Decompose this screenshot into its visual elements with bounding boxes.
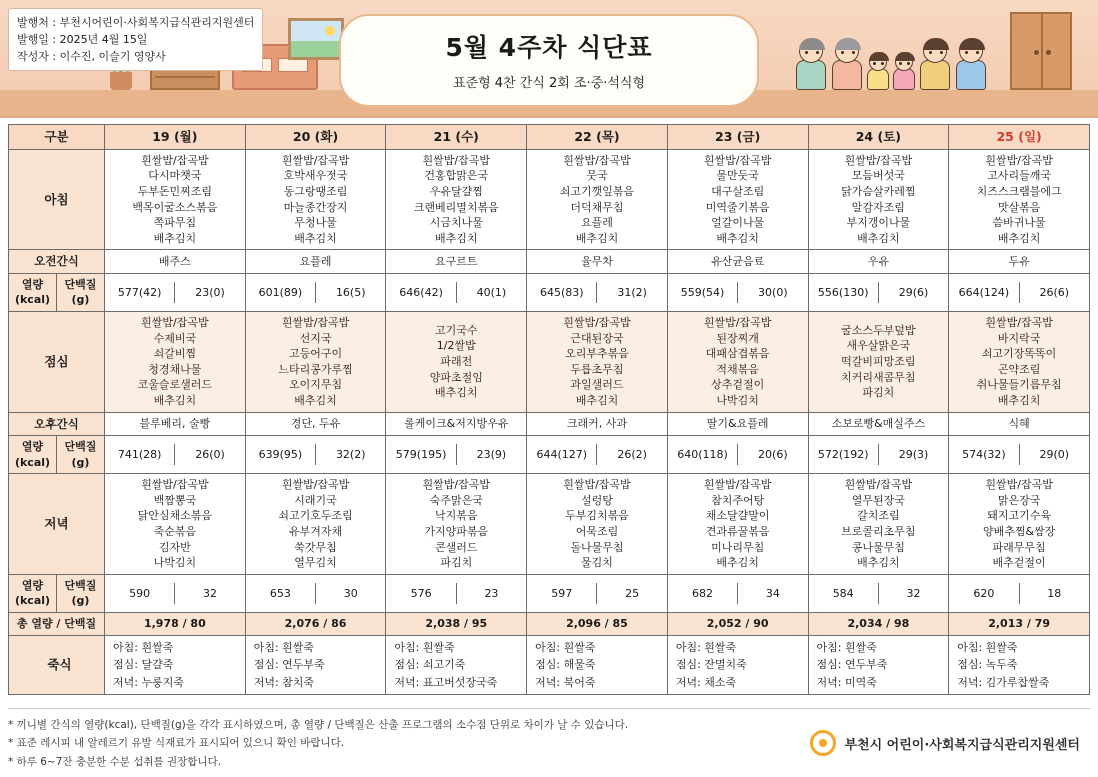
kcal-value: 653 <box>246 583 316 605</box>
footer-note-1: * 끼니별 간식의 열량(kcal), 단백질(g)을 각각 표시하였으며, 총 열량 / 단백질은 산출 프로그램의 소수점 단위로 차이가 날 수 있습니다. <box>8 718 629 731</box>
protein-value: 23 <box>484 586 499 600</box>
label-kcal-1: 열량(kcal) <box>9 274 57 311</box>
label-kcal-2: 열량(kcal) <box>9 436 57 473</box>
cell-kcal-dinner-3 <box>527 574 668 612</box>
cell-kcal-dinner-5 <box>808 574 949 612</box>
brand-logo-icon <box>810 730 836 756</box>
meta-publisher: 발행처 : 부천시어린이·사회복지급식관리지원센터 <box>17 16 255 29</box>
cell-breakfast-6: 흰쌀밥/잡곡밥 고사리들깨국 치즈스크램블에그 맛살볶음 씀바귀나물 배추김치 <box>949 149 1090 250</box>
cell-kcal-afternoon-5 <box>808 435 949 473</box>
family-illustration <box>794 39 988 90</box>
cell-morning-snack-2: 요구르트 <box>386 250 527 273</box>
cell-porridge-1: 아침: 흰쌀죽 점심: 연두부죽 저녁: 참치죽 <box>245 635 386 695</box>
kcal-value: 620 <box>949 583 1019 605</box>
kcal-value: 556(130) <box>809 282 879 304</box>
row-label-total: 총 열량 / 단백질 <box>9 613 105 636</box>
row-label-kcal-protein-afternoon <box>9 435 105 473</box>
title-box <box>339 14 759 107</box>
protein-value: 32 <box>906 586 921 600</box>
protein-value: 31(2) <box>617 285 647 299</box>
cell-kcal-afternoon-1 <box>245 435 386 473</box>
column-header-day-5: 24 (토) <box>808 125 949 150</box>
cell-kcal-morning-4 <box>667 273 808 311</box>
cell-kcal-dinner-6 <box>949 574 1090 612</box>
row-total <box>9 613 1090 636</box>
row-lunch <box>9 311 1090 412</box>
cell-total-3: 2,096 / 85 <box>527 613 668 636</box>
kcal-value: 640(118) <box>668 444 738 466</box>
kcal-value: 577(42) <box>105 282 175 304</box>
protein-value: 20(6) <box>758 447 788 461</box>
cell-porridge-2: 아침: 흰쌀죽 점심: 쇠고기죽 저녁: 표고버섯장국죽 <box>386 635 527 695</box>
kcal-value: 664(124) <box>949 282 1019 304</box>
cell-dinner-4: 흰쌀밥/잡곡밥 참치주어탕 채소달걀말이 견과류꿀볶음 미나리무침 배추김치 <box>667 474 808 575</box>
cell-breakfast-1: 흰쌀밥/잡곡밥 호박새우젓국 동그랑땡조림 마늘종간장지 무청나물 배추김치 <box>245 149 386 250</box>
person-grandmother-icon <box>830 39 864 90</box>
cell-total-5: 2,034 / 98 <box>808 613 949 636</box>
row-label-lunch: 점심 <box>9 311 105 412</box>
cell-afternoon-snack-0: 블루베리, 술빵 <box>105 412 246 435</box>
page-header <box>0 0 1098 118</box>
kcal-value: 646(42) <box>386 282 456 304</box>
row-label-dinner: 저녁 <box>9 474 105 575</box>
meta-publish-date: 발행일 : 2025년 4월 15일 <box>17 33 148 47</box>
cell-total-1: 2,076 / 86 <box>245 613 386 636</box>
protein-value: 16(5) <box>335 285 366 299</box>
cell-morning-snack-6: 두유 <box>949 250 1090 273</box>
cell-kcal-morning-3 <box>527 273 668 311</box>
cell-morning-snack-0: 배주스 <box>105 250 246 273</box>
footer-notes <box>8 716 628 771</box>
column-header-day-4: 23 (금) <box>667 125 808 150</box>
person-grandfather-icon <box>794 39 828 90</box>
column-header-label: 구분 <box>9 125 105 150</box>
cell-dinner-5: 흰쌀밥/잡곡밥 열무된장국 갈치조림 브로콜리초무침 콩나물무침 배추김치 <box>808 474 949 575</box>
cell-breakfast-3: 흰쌀밥/잡곡밥 뭇국 쇠고기깻잎볶음 더덕채무침 요플레 배추김치 <box>527 149 668 250</box>
label-protein-2: 단백질(g) <box>64 439 97 469</box>
protein-value: 40(1) <box>476 285 507 299</box>
protein-value: 26(6) <box>1039 285 1070 299</box>
row-label-kcal-protein-morning <box>9 273 105 311</box>
protein-value: 26(0) <box>195 447 225 461</box>
cell-breakfast-2: 흰쌀밥/잡곡밥 건홍합맑은국 우유달걀찜 크랜베리멸치볶음 시금치나물 배추김치 <box>386 149 527 250</box>
cell-porridge-6: 아침: 흰쌀죽 점심: 녹두죽 저녁: 김가루찹쌀죽 <box>949 635 1090 695</box>
protein-value: 29(6) <box>898 285 929 299</box>
cell-lunch-0: 흰쌀밥/잡곡밥 수제비국 쇠갈비찜 청경채나물 코울슬로샐러드 배추김치 <box>105 311 246 412</box>
protein-value: 29(3) <box>898 447 929 461</box>
row-kcal-morning <box>9 273 1090 311</box>
kcal-value: 559(54) <box>668 282 738 304</box>
cell-lunch-2: 고기국수 1/2쌀밥 파래전 양파초절임 배추김치 <box>386 311 527 412</box>
cell-afternoon-snack-1: 경단, 두유 <box>245 412 386 435</box>
kcal-value: 639(95) <box>246 444 316 466</box>
cell-kcal-dinner-4 <box>667 574 808 612</box>
cell-total-4: 2,052 / 90 <box>667 613 808 636</box>
column-header-day-2: 21 (수) <box>386 125 527 150</box>
cell-total-2: 2,038 / 95 <box>386 613 527 636</box>
row-label-kcal-protein-dinner <box>9 574 105 612</box>
wardrobe-icon <box>1010 12 1072 90</box>
cell-porridge-5: 아침: 흰쌀죽 점심: 연두부죽 저녁: 미역죽 <box>808 635 949 695</box>
row-porridge <box>9 635 1090 695</box>
row-kcal-afternoon <box>9 435 1090 473</box>
cell-morning-snack-3: 율무차 <box>527 250 668 273</box>
cell-lunch-5: 굴소스두부덮밥 새우살맑은국 떡갈비피망조림 치커리새콤무침 파김치 <box>808 311 949 412</box>
protein-value: 32 <box>203 586 218 600</box>
row-label-porridge: 죽식 <box>9 635 105 695</box>
cell-afternoon-snack-5: 소보로빵&매실주스 <box>808 412 949 435</box>
cell-kcal-morning-5 <box>808 273 949 311</box>
row-morning-snack <box>9 250 1090 273</box>
person-mother-icon <box>918 39 952 90</box>
cell-kcal-dinner-2 <box>386 574 527 612</box>
row-label-breakfast: 아침 <box>9 149 105 250</box>
cell-breakfast-0: 흰쌀밥/잡곡밥 다시마챗국 두부돈민찌조림 백목이굴소스볶음 쪽파무침 배추김치 <box>105 149 246 250</box>
cell-breakfast-5: 흰쌀밥/잡곡밥 모듬버섯국 닭가슴살카레찜 알감자조림 부지갱이나물 배추김치 <box>808 149 949 250</box>
cell-dinner-1: 흰쌀밥/잡곡밥 시래기국 쇠고기호두조림 유부겨자채 쑥갓무침 열무김치 <box>245 474 386 575</box>
cell-morning-snack-5: 우유 <box>808 250 949 273</box>
cell-kcal-dinner-1 <box>245 574 386 612</box>
protein-value: 18 <box>1047 586 1062 600</box>
cell-kcal-afternoon-0 <box>105 435 246 473</box>
cell-lunch-4: 흰쌀밥/잡곡밥 된장찌개 대패삼겹볶음 적채볶음 상추겉절이 나박김치 <box>667 311 808 412</box>
kcal-value: 574(32) <box>949 444 1019 466</box>
column-header-day-0: 19 (월) <box>105 125 246 150</box>
cell-lunch-6: 흰쌀밥/잡곡밥 바지락국 쇠고기장똑똑이 곤약조림 취나물들기름무침 배추김치 <box>949 311 1090 412</box>
kcal-value: 682 <box>668 583 738 605</box>
protein-value: 34 <box>765 586 780 600</box>
person-father-icon <box>954 39 988 90</box>
kcal-value: 590 <box>105 583 175 605</box>
cell-lunch-3: 흰쌀밥/잡곡밥 근대된장국 오리부추볶음 두릅초무침 과일샐러드 배추김치 <box>527 311 668 412</box>
column-header-day-1: 20 (화) <box>245 125 386 150</box>
cell-total-0: 1,978 / 80 <box>105 613 246 636</box>
cell-kcal-morning-0 <box>105 273 246 311</box>
protein-value: 30 <box>343 586 358 600</box>
picture-frame-icon <box>288 18 344 60</box>
publication-meta <box>8 8 263 71</box>
cell-porridge-4: 아침: 흰쌀죽 점심: 잔멸치죽 저녁: 채소죽 <box>667 635 808 695</box>
cell-dinner-3: 흰쌀밥/잡곡밥 설렁탕 두부김치볶음 어묵조림 돌나물무침 물김치 <box>527 474 668 575</box>
cell-kcal-afternoon-2 <box>386 435 527 473</box>
row-label-morning-snack: 오전간식 <box>9 250 105 273</box>
cell-porridge-3: 아침: 흰쌀죽 점심: 해물죽 저녁: 북어죽 <box>527 635 668 695</box>
label-kcal-3: 열량(kcal) <box>9 575 57 612</box>
cell-dinner-2: 흰쌀밥/잡곡밥 숙주맑은국 낙지볶음 가지양파볶음 콘샐러드 파김치 <box>386 474 527 575</box>
kcal-value: 741(28) <box>105 444 175 466</box>
kcal-value: 645(83) <box>527 282 597 304</box>
cell-kcal-afternoon-3 <box>527 435 668 473</box>
cell-lunch-1: 흰쌀밥/잡곡밥 선지국 고등어구이 느타리콩가루찜 오이지무침 배추김치 <box>245 311 386 412</box>
row-dinner <box>9 474 1090 575</box>
row-label-afternoon-snack: 오후간식 <box>9 412 105 435</box>
protein-value: 32(2) <box>335 447 366 461</box>
person-child-boy-icon <box>866 53 890 90</box>
column-header-day-3: 22 (목) <box>527 125 668 150</box>
cell-kcal-morning-6 <box>949 273 1090 311</box>
cell-kcal-dinner-0 <box>105 574 246 612</box>
page-subtitle: 표준형 4찬 간식 2회 조·중·석식형 <box>452 76 646 91</box>
cell-morning-snack-4: 유산균음료 <box>667 250 808 273</box>
protein-value: 29(0) <box>1039 447 1070 461</box>
kcal-value: 597 <box>527 583 597 605</box>
cell-afternoon-snack-2: 롤케이크&저지방우유 <box>386 412 527 435</box>
row-kcal-dinner <box>9 574 1090 612</box>
cell-afternoon-snack-4: 딸기&요플레 <box>667 412 808 435</box>
brand-name: 부천시 어린이·사회복지급식관리지원센터 <box>844 737 1080 753</box>
cell-breakfast-4: 흰쌀밥/잡곡밥 물만둣국 대구살조림 미역줄기볶음 얼갈이나물 배추김치 <box>667 149 808 250</box>
cell-kcal-morning-1 <box>245 273 386 311</box>
cell-morning-snack-1: 요플레 <box>245 250 386 273</box>
kcal-value: 576 <box>386 583 456 605</box>
column-header-day-6: 25 (일) <box>949 125 1090 150</box>
kcal-value: 572(192) <box>809 444 879 466</box>
menu-table-wrap <box>0 118 1098 695</box>
footer-note-2: * 표준 레시피 내 알레르기 유발 식재료가 표시되어 있으니 확인 바랍니다. <box>8 737 345 750</box>
table-header-row <box>9 125 1090 150</box>
cell-kcal-morning-2 <box>386 273 527 311</box>
cell-afternoon-snack-3: 크래커, 사과 <box>527 412 668 435</box>
cell-total-6: 2,013 / 79 <box>949 613 1090 636</box>
page-footer <box>8 708 1090 771</box>
cell-dinner-0: 흰쌀밥/잡곡밥 백짬뽕국 닭안심채소볶음 죽순볶음 김자반 나박김치 <box>105 474 246 575</box>
cell-dinner-6: 흰쌀밥/잡곡밥 맑은장국 돼지고기수육 양배추찜&쌈장 파래무무침 배추겉절이 <box>949 474 1090 575</box>
cell-kcal-afternoon-6 <box>949 435 1090 473</box>
protein-value: 23(9) <box>476 447 507 461</box>
row-afternoon-snack <box>9 412 1090 435</box>
row-breakfast <box>9 149 1090 250</box>
kcal-value: 584 <box>809 583 879 605</box>
kcal-value: 579(195) <box>386 444 456 466</box>
brand-block <box>810 730 1090 756</box>
footer-note-3: * 하루 6~7잔 충분한 수분 섭취를 권장합니다. <box>8 755 222 768</box>
kcal-value: 644(127) <box>527 444 597 466</box>
cell-porridge-0: 아침: 흰쌀죽 점심: 달걀죽 저녁: 누룽지죽 <box>105 635 246 695</box>
protein-value: 23(0) <box>195 285 225 299</box>
cell-kcal-afternoon-4 <box>667 435 808 473</box>
kcal-value: 601(89) <box>246 282 316 304</box>
protein-value: 25 <box>625 586 640 600</box>
meta-author: 작성자 : 이수진, 이슬기 영양사 <box>17 50 166 64</box>
menu-table <box>8 124 1090 695</box>
label-protein-1: 단백질(g) <box>64 277 97 307</box>
page-title: 5월 4주차 식단표 <box>445 33 653 62</box>
protein-value: 30(0) <box>758 285 788 299</box>
label-protein-3: 단백질(g) <box>64 578 97 608</box>
person-child-girl-icon <box>892 53 916 90</box>
cell-afternoon-snack-6: 식혜 <box>949 412 1090 435</box>
protein-value: 26(2) <box>617 447 647 461</box>
